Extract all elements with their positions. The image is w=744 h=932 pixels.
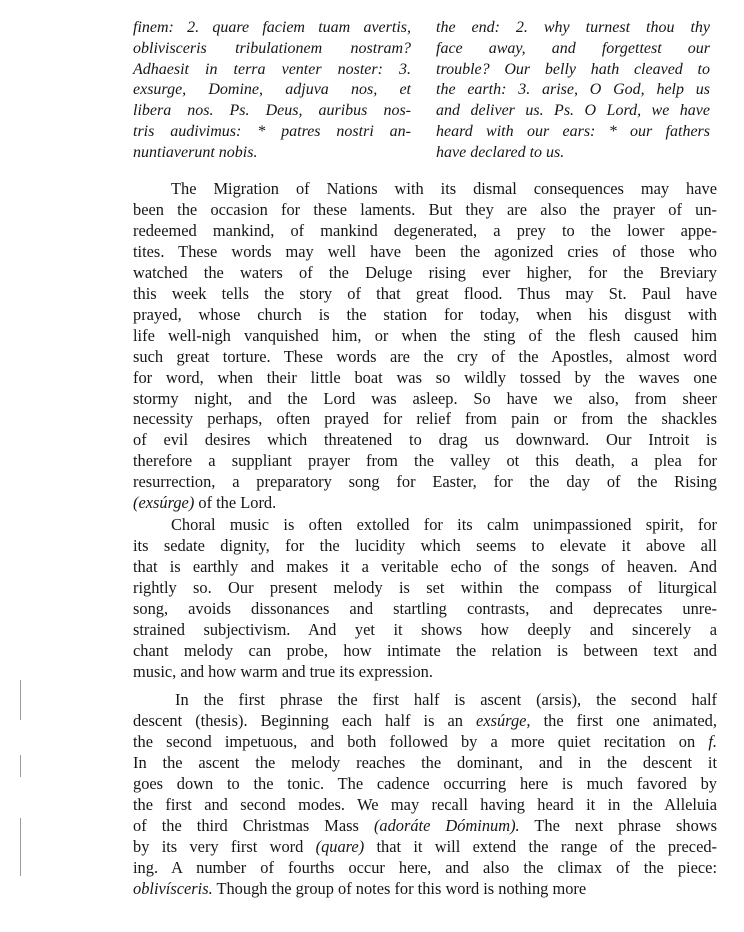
- latin-term: (quare): [315, 836, 365, 856]
- paragraph-line: life well-nigh vanquished him, or when the sting of the flesh caused him: [133, 325, 717, 345]
- paragraph-line: been the occasion for these laments. But they are also the prayer of un-: [133, 199, 717, 219]
- latin-term: oblivísceris.: [133, 878, 213, 898]
- english-line: face away, and forgettest our: [436, 39, 710, 57]
- english-line: trouble? Our belly hath cleaved to: [436, 60, 710, 78]
- paragraph-line: for word, when their little boat was so wildly tossed by the waves one: [133, 367, 717, 387]
- latin-line: tris audivimus: * patres nostri an-: [133, 122, 411, 140]
- paragraph-line: In the ascent the melody reaches the dominant, and in the descent it: [133, 752, 717, 772]
- paragraph-choral-music: [133, 515, 717, 683]
- latin-term: (exsúrge): [133, 493, 195, 513]
- paragraph-line: [133, 879, 717, 900]
- latin-line: exsurge, Domine, adjuva nos, et: [133, 81, 411, 99]
- paragraph-first-phrase: [133, 690, 717, 900]
- paragraph-line: rightly so. Our present melody is set within the compass of liturgical: [133, 577, 717, 597]
- latin-line: finem: 2. quare faciem tuam avertis,: [133, 19, 411, 36]
- paragraph-line: resurrection, a preparatory song for Easter, for the day of the Rising: [133, 472, 717, 492]
- note-name: f.: [708, 731, 717, 751]
- margin-mark: [20, 755, 21, 777]
- paragraph-line: the first and second modes. We may recall having heard it in the Alleluia: [133, 794, 717, 814]
- paragraph-line: goes down to the tonic. The cadence occurring here is much favored by: [133, 773, 717, 793]
- english-line: heard with our ears: * our fathers: [436, 122, 710, 140]
- paragraph-line: that is earthly and makes it a veritable echo of the songs of heaven. And: [133, 556, 717, 576]
- paragraph-line: music, and how warm and true its expression.: [133, 661, 433, 681]
- paragraph-line: strained subjectivism. And yet it shows how deeply and sincerely a: [133, 619, 717, 639]
- latin-term: exsúrge,: [476, 710, 531, 730]
- paragraph-line: Choral music is often extolled for its calm unimpassioned spirit, for: [171, 515, 717, 534]
- text-run: by its very first word: [133, 836, 316, 856]
- text-run: that it will extend the range of the preced-: [364, 836, 717, 856]
- text-run: Though the group of notes for this word is nothing more: [212, 878, 587, 898]
- paragraph-line: stormy night, and the Lord was asleep. So have we also, from sheer: [133, 388, 717, 408]
- paragraph-line: song, avoids dissonances and startling contrasts, and deprecates unre-: [133, 598, 717, 618]
- paragraph-line: [133, 493, 717, 514]
- latin-text-column: [133, 18, 411, 164]
- latin-line: Adhaesit in terra venter noster: 3.: [133, 60, 411, 78]
- paragraph-line: ing. A number of fourths occur here, and also the climax of the piece:: [133, 857, 717, 877]
- english-translation-column: [436, 18, 710, 164]
- paragraph-line: watched the waters of the Deluge rising ever higher, for the Breviary: [133, 262, 717, 282]
- latin-line: libera nos. Ps. Deus, auribus nos-: [133, 102, 411, 120]
- margin-mark: [20, 680, 21, 720]
- paragraph-line: of evil desires which threatened to drag us downward. Our Introit is: [133, 430, 717, 450]
- latin-line: oblivisceris tribulationem nostram?: [133, 39, 411, 57]
- paragraph-line: chant melody can probe, how intimate the relation is between text and: [133, 640, 717, 660]
- paragraph-line: [133, 837, 717, 858]
- margin-mark: [20, 818, 21, 876]
- paragraph-line: [133, 816, 717, 837]
- paragraph-line: tites. These words may well have been the agonized cries of those who: [133, 241, 717, 261]
- text-run: of the Lord.: [194, 493, 277, 513]
- paragraph-line: redeemed mankind, of mankind degenerated, a prey to the lower appe-: [133, 220, 717, 240]
- english-line: the earth: 3. arise, O God, help us: [436, 81, 710, 99]
- text-run: Beginning each half is an: [247, 710, 477, 730]
- text-run: the first one animated,: [530, 710, 717, 730]
- paragraph-migration: [133, 179, 717, 514]
- english-line: and deliver us. Ps. O Lord, we have: [436, 102, 710, 120]
- text-run: descent (thesis).: [133, 710, 248, 730]
- paragraph-line: [133, 711, 717, 732]
- paragraph-line: The Migration of Nations with its dismal consequences may have: [171, 179, 717, 198]
- text-run: the second impetuous, and both followed by a more quiet recitation on: [133, 731, 709, 751]
- paragraph-line: In the first phrase the first half is ascent (arsis), the second half: [175, 690, 717, 709]
- english-line: the end: 2. why turnest thou thy: [436, 19, 710, 36]
- latin-term: (adoráte Dóminum).: [373, 815, 520, 835]
- paragraph-line: prayed, whose church is the station for today, when his disgust with: [133, 304, 717, 324]
- paragraph-line: this week tells the story of that great flood. Thus may St. Paul have: [133, 283, 717, 303]
- paragraph-line: such great torture. These words are the cry of the Apostles, almost word: [133, 346, 717, 366]
- english-line: have declared to us.: [436, 143, 565, 161]
- paragraph-line: [133, 732, 717, 753]
- paragraph-line: therefore a suppliant prayer from the valley ot this death, a plea for: [133, 451, 717, 471]
- text-run: The next phrase shows: [519, 815, 717, 835]
- paragraph-line: its sedate dignity, for the lucidity which seems to elevate it above all: [133, 535, 717, 555]
- text-run: of the third Christmas Mass: [133, 815, 374, 835]
- paragraph-line: necessity perhaps, often prayed for relief from pain or from the shackles: [133, 409, 717, 429]
- latin-line: nuntiaverunt nobis.: [133, 143, 258, 161]
